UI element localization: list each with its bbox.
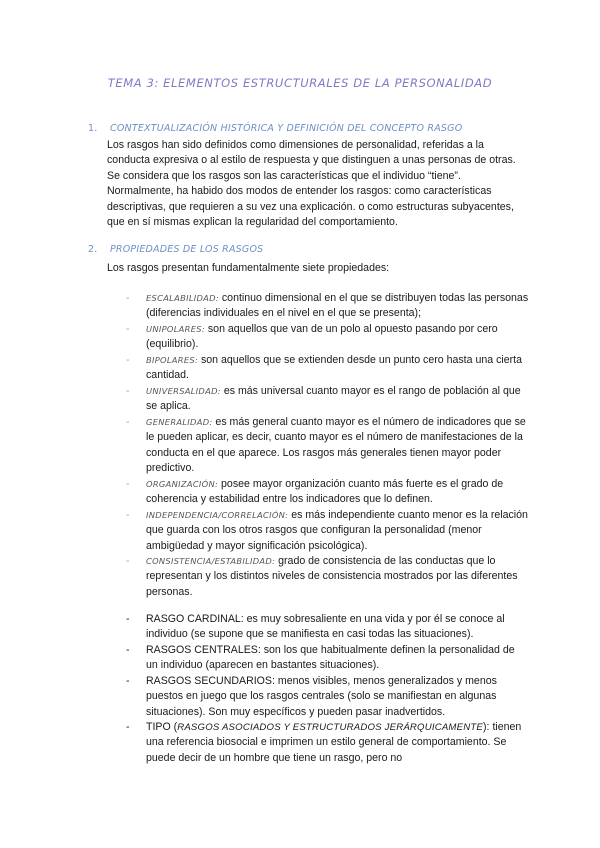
section-2-heading xyxy=(88,244,263,255)
property-item-independencia xyxy=(146,508,529,554)
bullet-dash: - xyxy=(126,613,130,625)
property-text: grado de consistencia de las conductas que lo representan y los distintos niveles de consistencia mostrados por las diferentes personas. xyxy=(146,555,518,598)
bullet-dash: - xyxy=(126,509,130,521)
property-item-unipolares xyxy=(146,322,529,353)
section-2-title: PROPIEDADES DE LOS RASGOS xyxy=(110,244,264,255)
property-item-universalidad xyxy=(146,384,529,415)
section-1-number: 1. xyxy=(88,123,98,134)
type-text: es muy sobresaliente en una vida y por él se conoce al individuo (se supone que se manifiesta en casi todas las situaciones). xyxy=(146,613,505,641)
type-text: son los que habitualmente definen la personalidad de un individuo (aparecen en bastantes situaciones). xyxy=(146,644,515,672)
property-text: es más universal cuanto mayor es el rango de población al que se aplica. xyxy=(146,385,521,413)
type-item-tipo xyxy=(146,720,529,766)
page-title: TEMA 3: ELEMENTOS ESTRUCTURALES DE LA PERSONALIDAD xyxy=(107,76,493,90)
bullet-dash: - xyxy=(126,354,130,366)
type-lead: RASGOS CENTRALES: xyxy=(146,644,261,656)
property-item-generalidad xyxy=(146,415,529,477)
bullet-dash: - xyxy=(126,555,130,567)
type-lead: RASGOS SECUNDARIOS: xyxy=(146,675,275,687)
property-term: ORGANIZACIÓN: xyxy=(146,479,219,489)
type-text: menos visibles, menos generalizados y menos puestos en juego que los rasgos centrales (solo se manifiestan en algunas situaciones). Son muy específicos y pueden pasar inadvertidos. xyxy=(146,675,497,718)
property-text: son aquellos que se extienden desde un punto cero hasta una cierta cantidad. xyxy=(146,354,522,382)
bullet-dash: - xyxy=(126,478,130,490)
property-term: INDEPENDENCIA/CORRELACIÓN: xyxy=(146,510,289,520)
section-2-number: 2. xyxy=(88,244,98,255)
bullet-dash: - xyxy=(126,323,130,335)
property-term: UNIVERSALIDAD: xyxy=(146,386,221,396)
property-text: es más general cuanto mayor es el número de indicadores que se le pueden aplicar, es decir, cuanto mayor es el número de manifestaciones de la conducta en el que aparece. Los rasgos más generales tienen mayor poder predictivo. xyxy=(146,416,526,475)
type-lead: TIPO ( xyxy=(146,721,178,733)
type-item-centrales xyxy=(146,643,529,674)
property-text: son aquellos que van de un polo al opuesto pasando por cero (equilibrio). xyxy=(146,323,498,351)
bullet-dash: - xyxy=(126,644,130,656)
type-term: RASGOS ASOCIADOS Y ESTRUCTURADOS JERÁRQUICAMENTE xyxy=(177,722,484,733)
bullet-dash: - xyxy=(126,675,130,687)
property-item-escalabilidad xyxy=(146,291,529,322)
section-1-text: Los rasgos han sido definidos como dimensiones de personalidad, referidas a la conducta expresiva o al estilo de respuesta y que distinguen a unas personas de otras. Se considera que los rasgos son las características que el individuo “tiene”. Normalmente, ha habido dos modos de entender los rasgos: como características descriptivas, que requieren a su vez una explicación. o como estructuras subyacentes, que en sí mismas explican la regularidad del comportamiento. xyxy=(107,139,516,229)
type-item-secundarios xyxy=(146,674,529,720)
section-1-heading xyxy=(88,123,462,134)
bullet-dash: - xyxy=(126,292,130,304)
property-item-consistencia xyxy=(146,554,529,600)
property-term: BIPOLARES: xyxy=(146,355,199,365)
bullet-dash: - xyxy=(126,416,130,428)
type-tail: ): xyxy=(483,721,490,733)
property-item-organizacion xyxy=(146,477,529,508)
property-term: GENERALIDAD: xyxy=(146,417,213,427)
bullet-dash: - xyxy=(126,385,130,397)
property-item-bipolares xyxy=(146,353,529,384)
property-text: continuo dimensional en el que se distribuyen todas las personas (diferencias individuales en el nivel en el que se presenta); xyxy=(146,292,529,320)
bullet-dash: - xyxy=(126,721,130,733)
type-item-cardinal xyxy=(146,612,529,643)
section-1-title: CONTEXTUALIZACIÓN HISTÓRICA Y DEFINICIÓN DEL CONCEPTO RASGO xyxy=(110,123,463,134)
property-term: CONSISTENCIA/ESTABILIDAD: xyxy=(146,556,276,566)
property-term: UNIPOLARES: xyxy=(146,324,205,334)
property-text: es más independiente cuanto menor es la relación que guarda con los otros rasgos que configuran la personalidad (menor ambigüedad y mayor significación psicológica). xyxy=(146,509,528,552)
type-text: tienen una referencia biosocial e imprimen un estilo general de comportamiento. Se puede decir de un hombre que tiene un rasgo, pero no xyxy=(146,721,522,764)
property-text: posee mayor organización cuanto más fuerte es el grado de coherencia y estabilidad entre los indicadores que lo definen. xyxy=(146,478,504,506)
type-lead: RASGO CARDINAL: xyxy=(146,613,244,625)
property-term: ESCALABILIDAD: xyxy=(146,293,219,303)
section-2-intro: Los rasgos presentan fundamentalmente siete propiedades: xyxy=(107,262,390,274)
